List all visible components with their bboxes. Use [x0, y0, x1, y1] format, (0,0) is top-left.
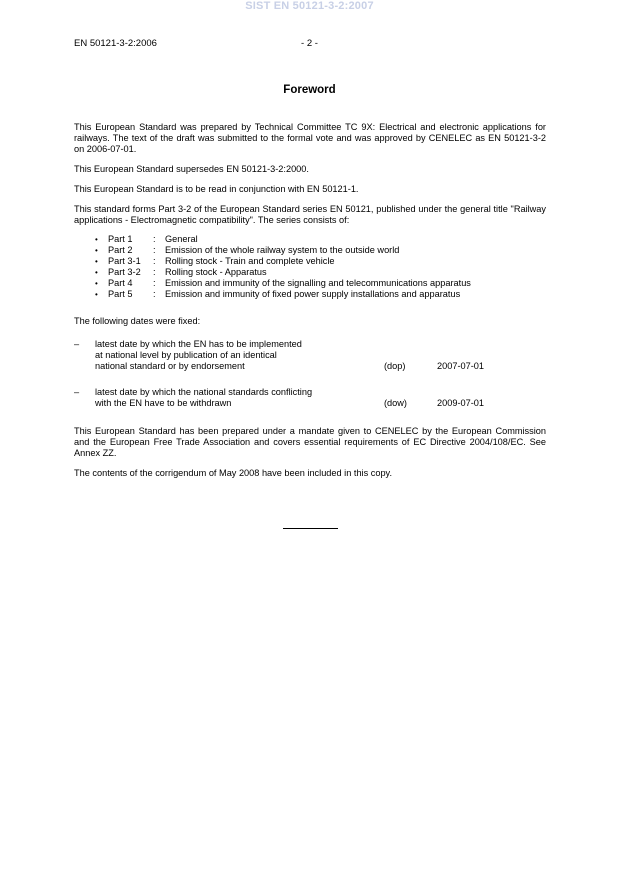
paragraph-prepared-by: This European Standard was prepared by Technical Committee TC 9X: Electrical and electronic applications for railways. The text of the draft was submitted to the formal vote and was approved by CENELEC as EN 50121-3-2 on 2006-07-01. [74, 122, 546, 154]
part-title: Rolling stock - Apparatus [165, 267, 267, 277]
part-number: Part 1 [108, 234, 133, 244]
list-item [74, 234, 546, 245]
date-abbreviation: (dow) [384, 398, 407, 408]
date-description: at national level by publication of an identical [95, 350, 277, 360]
part-title: General [165, 234, 198, 244]
part-title: Rolling stock - Train and complete vehicle [165, 256, 335, 266]
part-title: Emission and immunity of the signalling and telecommunications apparatus [165, 278, 471, 288]
date-description: national standard or by endorsement [95, 361, 245, 371]
list-item [74, 267, 546, 278]
list-item [74, 278, 546, 289]
part-colon: : [153, 234, 156, 244]
paragraph-corrigendum: The contents of the corrigendum of May 2008 have been included in this copy. [74, 468, 393, 478]
page-title: Foreword [283, 84, 336, 96]
part-colon: : [153, 278, 156, 288]
part-colon: : [153, 245, 156, 255]
closing-rule [283, 528, 338, 529]
dash: – [74, 387, 80, 397]
date-entry-dow [74, 387, 546, 409]
bullet: • [95, 257, 98, 266]
document-body [74, 122, 546, 488]
part-colon: : [153, 256, 156, 266]
bullet: • [95, 246, 98, 255]
part-number: Part 3-1 [108, 256, 141, 266]
part-title: Emission and immunity of fixed power supply installations and apparatus [165, 289, 461, 299]
paragraph-series: This standard forms Part 3-2 of the European Standard series EN 50121, published under the general title "Railway applications - Electromagnetic compatibility". The series consists of: [74, 204, 546, 225]
list-item [74, 245, 546, 256]
paragraph-supersedes: This European Standard supersedes EN 50121-3-2:2000. [74, 164, 309, 174]
bullet: • [95, 235, 98, 244]
paragraph-mandate: This European Standard has been prepared under a mandate given to CENELEC by the European Commission and the European Free Trade Association and covers essential requirements of EC Directive 2004/108/EC. See Annex ZZ. [74, 426, 546, 458]
parts-list [74, 234, 546, 300]
date-value: 2007-07-01 [437, 361, 484, 371]
dash: – [74, 339, 80, 349]
watermark: SIST EN 50121-3-2:2007 [245, 0, 374, 12]
part-colon: : [153, 267, 156, 277]
date-description: latest date by which the national standards conflicting [95, 387, 313, 397]
part-number: Part 2 [108, 245, 133, 255]
part-number: Part 3-2 [108, 267, 141, 277]
part-colon: : [153, 289, 156, 299]
date-description: with the EN have to be withdrawn [95, 398, 232, 408]
paragraph-dates-intro: The following dates were fixed: [74, 316, 201, 326]
date-description: latest date by which the EN has to be implemented [95, 339, 302, 349]
date-value: 2009-07-01 [437, 398, 484, 408]
header-doc-id: EN 50121-3-2:2006 [74, 38, 157, 49]
header-page-number: - 2 - [301, 38, 318, 49]
date-entry-dop [74, 339, 546, 372]
date-abbreviation: (dop) [384, 361, 406, 371]
list-item [74, 256, 546, 267]
part-number: Part 4 [108, 278, 133, 288]
bullet: • [95, 279, 98, 288]
bullet: • [95, 268, 98, 277]
bullet: • [95, 290, 98, 299]
part-title: Emission of the whole railway system to the outside world [165, 245, 400, 255]
part-number: Part 5 [108, 289, 133, 299]
list-item [74, 289, 546, 300]
paragraph-conjunction: This European Standard is to be read in conjunction with EN 50121-1. [74, 184, 359, 194]
